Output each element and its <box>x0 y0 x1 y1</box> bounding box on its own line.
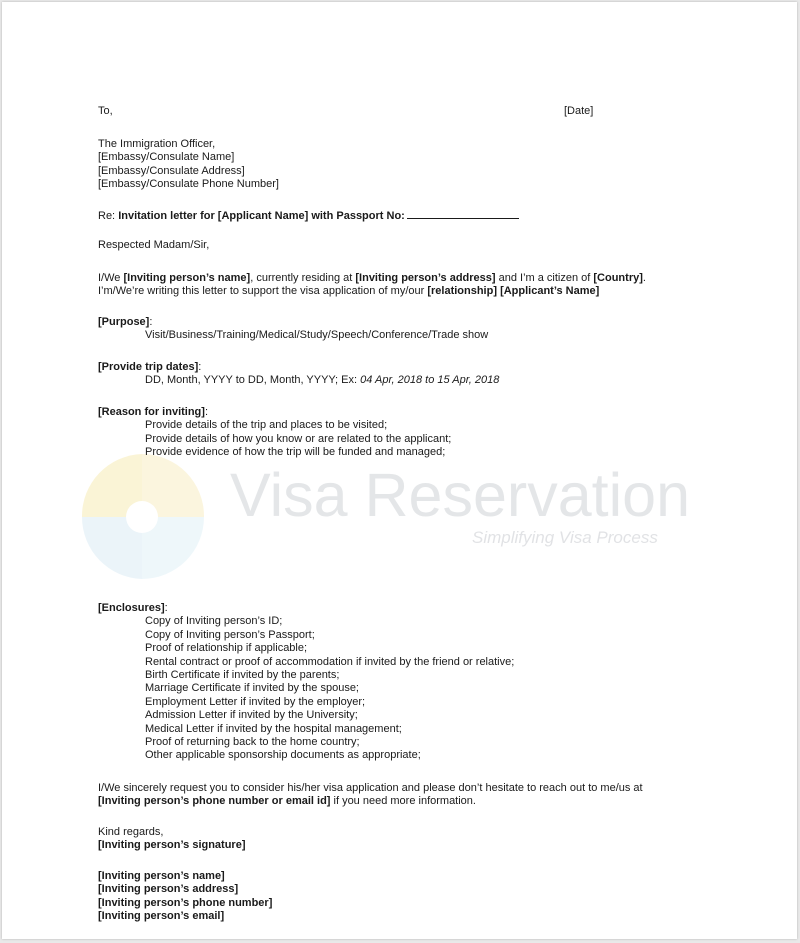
trip-example: 04 Apr, 2018 to 15 Apr, 2018 <box>360 374 500 387</box>
list-item: Other applicable sponsorship documents as appropriate; <box>145 749 421 762</box>
date-field: [Date] <box>564 105 594 117</box>
sender-line: [Inviting person’s email] <box>98 910 225 923</box>
list-item: Proof of returning back to the home country; <box>145 735 360 748</box>
recipient-line: [Embassy/Consulate Name] <box>98 151 235 164</box>
subject-text: Invitation letter for [Applicant Name] with Passport No: <box>118 210 405 222</box>
trip-label: [Provide trip dates] <box>98 361 199 373</box>
subject-line <box>98 208 737 223</box>
salutation: Respected Madam/Sir, <box>98 239 210 251</box>
purpose-section: [Purpose]: Visit/Business/Training/Medical/Study/Speech/Conference/Trade show <box>98 316 737 343</box>
sender-line: [Inviting person’s name] <box>98 870 225 882</box>
watermark-title: Visa Reservation <box>230 461 691 529</box>
list-item: Employment Letter if invited by the employer; <box>145 695 366 708</box>
list-item: Proof of relationship if applicable; <box>145 642 308 655</box>
enclosures-label: [Enclosures] <box>98 602 165 614</box>
list-item: Provide details of the trip and places to be visited; <box>145 419 388 432</box>
list-item: Copy of Inviting person’s Passport; <box>145 628 315 641</box>
passport-blank <box>407 208 519 219</box>
list-item: Birth Certificate if invited by the parents; <box>145 668 340 681</box>
subject-prefix: Re: <box>98 210 119 222</box>
list-item: Medical Letter if invited by the hospital management; <box>145 722 402 735</box>
list-item: Provide details of how you know or are related to the applicant; <box>145 432 452 445</box>
to-label: To, <box>98 105 113 117</box>
reason-label: [Reason for inviting] <box>98 406 205 418</box>
intro-paragraph: I/We [Inviting person’s name], currently residing at [Inviting person’s address] and I’m a citizen of [Country]. I’m/We’re writing this letter to support the visa application of my/our [relationship] [Applicant’s Name] <box>98 272 646 298</box>
regards-block <box>98 826 737 853</box>
regards: Kind regards, <box>98 826 164 838</box>
list-item: Admission Letter if invited by the University; <box>145 709 358 722</box>
enclosures-section: [Enclosures]: Copy of Inviting person’s ID; Copy of Inviting person’s Passport; Proof of relationship if applicable; Rental contract or proof of accommodation if invited by the friend or relative; Birth Certificate if invited by the parents; Marriage Certificate if invited by the spouse; Employment Letter if invited by the employer; Admission Letter if invited by the University; Medical Letter if invited by the hospital management; Proof of returning back to the home country; Other applicable sponsorship documents as appropriate; <box>98 602 737 763</box>
recipient-line: The Immigration Officer, <box>98 138 216 150</box>
trip-section: [Provide trip dates]: DD, Month, YYYY to DD, Month, YYYY; Ex: 04 Apr, 2018 to 15 Apr, 2018 <box>98 361 500 387</box>
recipient-line: [Embassy/Consulate Phone Number] <box>98 178 279 191</box>
watermark-tagline: Simplifying Visa Process <box>472 528 658 547</box>
sender-line: [Inviting person’s address] <box>98 883 239 896</box>
purpose-value: Visit/Business/Training/Medical/Study/Speech/Conference/Trade show <box>145 329 489 342</box>
to-line <box>98 105 737 118</box>
sender-line: [Inviting person’s phone number] <box>98 896 273 909</box>
recipient-block <box>98 138 737 192</box>
sender-block <box>98 870 737 924</box>
recipient-line: [Embassy/Consulate Address] <box>98 164 245 177</box>
list-item: Provide evidence of how the trip will be funded and managed; <box>145 446 446 459</box>
list-item: Copy of Inviting person’s ID; <box>145 615 283 628</box>
closing-paragraph: I/We sincerely request you to consider his/her visa application and please don’t hesitate to reach out to me/us at [Inviting person’s phone number or email id] if you need more information. <box>98 782 643 808</box>
list-item: Rental contract or proof of accommodation if invited by the friend or relative; <box>145 655 515 668</box>
letter-page <box>2 2 797 939</box>
signature-placeholder: [Inviting person’s signature] <box>98 839 246 852</box>
purpose-label: [Purpose] <box>98 316 150 328</box>
reason-section: [Reason for inviting]: Provide details of the trip and places to be visited; Provide details of how you know or are related to the applicant; Provide evidence of how the trip will be funded and managed; <box>98 406 737 460</box>
list-item: Marriage Certificate if invited by the spouse; <box>145 682 359 695</box>
trip-value: DD, Month, YYYY to DD, Month, YYYY; Ex: <box>145 374 361 387</box>
